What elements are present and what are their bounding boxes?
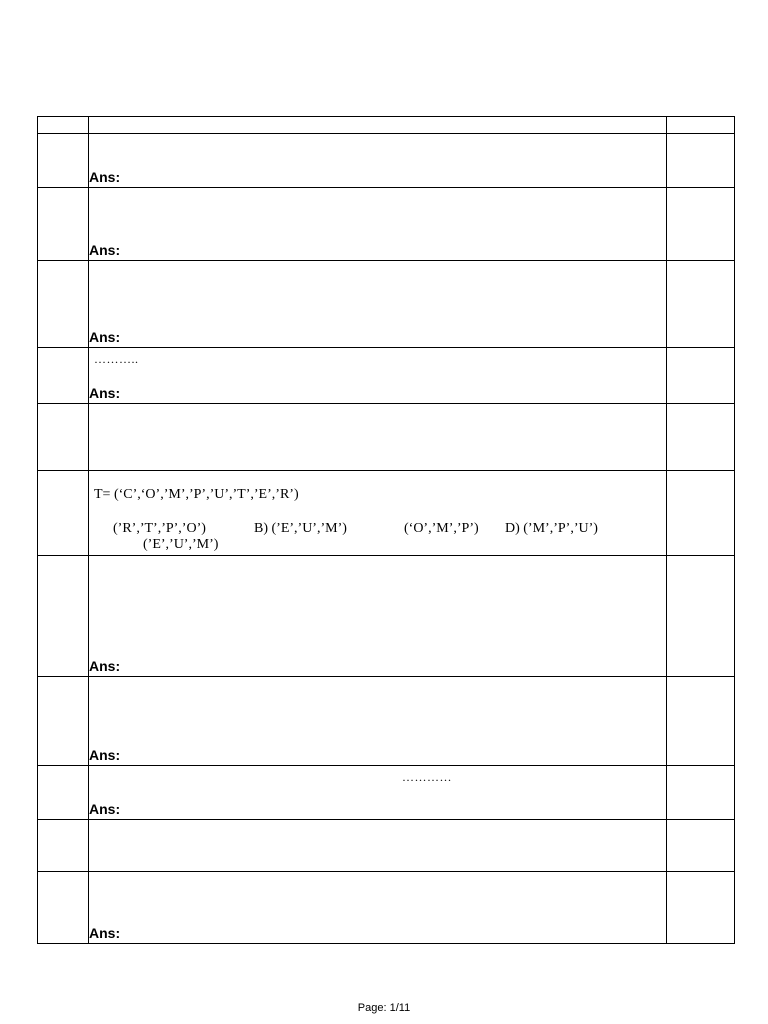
column-divider [666, 134, 667, 187]
column-divider [666, 820, 667, 871]
answer-label: Ans: [89, 658, 121, 674]
option-c: (‘O’,’M’,’P’) [404, 521, 479, 536]
answer-label: Ans: [89, 329, 121, 345]
question-row [38, 404, 734, 471]
answer-label: Ans: [89, 242, 121, 258]
column-divider [666, 348, 667, 403]
column-divider [666, 471, 667, 555]
page-number: Page: 1/11 [357, 1002, 411, 1014]
question-row [38, 556, 734, 677]
question-row [38, 872, 734, 943]
column-divider [88, 820, 89, 871]
column-divider [666, 404, 667, 470]
column-divider [666, 872, 667, 943]
question-row [38, 820, 734, 872]
column-divider [666, 556, 667, 676]
column-divider [666, 188, 667, 260]
question-row [38, 677, 734, 766]
column-divider [666, 261, 667, 347]
question-table [37, 116, 735, 944]
question-row [38, 471, 734, 556]
column-divider [666, 677, 667, 765]
answer-label: Ans: [89, 925, 121, 941]
question-row [38, 261, 734, 348]
table-header-row [38, 117, 734, 134]
answer-label: Ans: [89, 801, 121, 817]
answer-label: Ans: [89, 169, 121, 185]
option-d: D) (’M’,’P’,’U’) [505, 521, 598, 536]
question-row [38, 188, 734, 261]
fill-in-dots: ……….. [94, 352, 139, 366]
column-divider [88, 117, 89, 133]
option-e: (’E’,’U’,’M’) [143, 537, 219, 552]
question-row [38, 766, 734, 820]
answer-label: Ans: [89, 747, 121, 763]
tuple-definition: T= (‘C’,‘O’,’M’,’P’,’U’,’T’,’E’,’R’) [94, 487, 299, 502]
column-divider [666, 117, 667, 133]
option-a: (’R’,’T’,’P’,’O’) [113, 521, 206, 536]
answer-label: Ans: [89, 385, 121, 401]
fill-in-dots: ………… [402, 770, 452, 784]
option-b: B) (’E’,’U’,’M’) [254, 521, 347, 536]
column-divider [666, 766, 667, 819]
column-divider [88, 404, 89, 470]
question-row [38, 348, 734, 404]
column-divider [88, 471, 89, 555]
question-row [38, 134, 734, 188]
